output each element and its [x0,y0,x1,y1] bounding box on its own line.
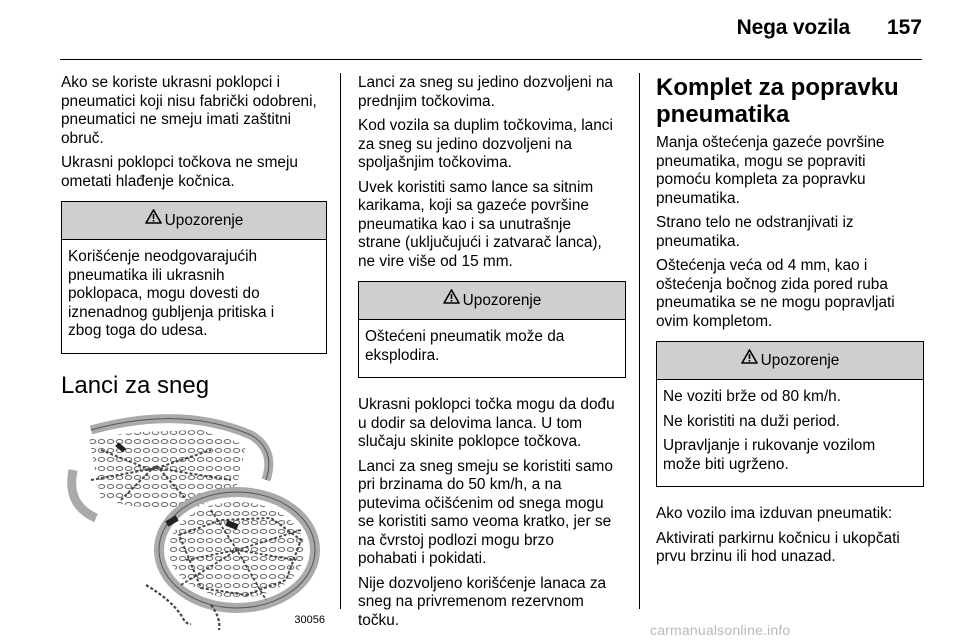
paragraph: Ukrasni poklopci točkova ne smeju ometati hlađenje kočnica. [61,154,298,190]
column-middle [358,74,626,636]
warning-triangle-icon [145,201,162,238]
warning-header [62,202,326,240]
warning-text: Korišćenje neodgovarajućih pneumatika ili ukrasnih poklopaca, mogu dovesti do iznenadnog gubljenja pritiska i zbog toga do udesa. [68,248,275,339]
paragraph: Lanci za sneg su jedino dozvoljeni na prednjim točkovima. [358,74,613,110]
paragraph: Ako vozilo ima izduvan pneumatik: [656,505,893,522]
warning-text: Oštećeni pneumatik može da eksplodira. [365,328,565,364]
section-heading: Komplet za popravku pneumatika [656,74,899,128]
paragraph: Strano telo ne odstranjivati iz pneumatika. [656,214,854,250]
figure-number: 30056 [294,614,325,626]
paragraph: Manja oštećenja gazeće površine pneumatika, mogu se popraviti pomoću kompleta za popravku pneumatika. [656,134,885,207]
paragraph: Oštećenja veća od 4 mm, kao i oštećenja bočnog zida pored ruba pneumatika se ne mogu popravljati ovim kompletom. [656,257,895,330]
paragraph: Lanci za sneg smeju se koristiti samo pri brzinama do 50 km/h, a na putevima očišćenim od snega mogu se koristiti samo veoma kratko, jer se na čvrstoj podlozi mogu brzo pohabati i pokidati. [358,457,613,567]
warning-text: Ne koristiti na duži period. [663,412,841,430]
warning-box [61,201,327,354]
warning-text: Upravljanje i rukovanje vozilom može biti ugrženo. [663,437,876,473]
paragraph: Ukrasni poklopci točka mogu da dođu u dodir sa delovima lanca. U tom slučaju skinite poklopce točkova. [358,396,615,450]
warning-triangle-icon [443,281,460,318]
snow-chains-illustration [61,410,327,634]
warning-triangle-icon [741,341,758,378]
column-right [656,74,924,573]
paragraph: Uvek koristiti samo lance sa sitnim karikama, koji sa gazeće površine pneumatika kao i sa unutrašnje strane (uključujući i zatvarač lanca), ne vire više od 15 mm. [358,178,602,270]
warning-box [656,341,924,487]
warning-header [657,342,923,380]
warning-text: Ne voziti brže od 80 km/h. [663,388,841,405]
column-divider [340,73,341,609]
column-divider [639,73,640,609]
header-rule [60,59,922,60]
paragraph: Nije dozvoljeno korišćenje lanaca za sneg na privremenom rezervnom točku. [358,574,607,629]
watermark: carmanualsonline.info [650,622,791,638]
warning-title: Upozorenje [462,292,542,309]
paragraph: Aktivirati parkirnu kočnicu i ukopčati prvu brzinu ili hod unazad. [656,529,900,565]
section-title: Nega vozila [736,16,850,39]
section-heading: Lanci za sneg [61,371,210,399]
warning-header [359,282,625,320]
warning-box [358,281,626,378]
warning-title: Upozorenje [760,352,840,369]
column-left [61,74,327,634]
paragraph: Kod vozila sa duplim točkovima, lanci za sneg su jedino dozvoljeni na spoljašnjim točkovima. [358,117,613,171]
paragraph: Ako se koriste ukrasni poklopci i pneumatici koji nisu fabrički odobreni, pneumatici ne smeju imati zaštitni obruč. [61,74,317,147]
page-number: 157 [886,16,922,39]
warning-title: Upozorenje [164,212,244,229]
